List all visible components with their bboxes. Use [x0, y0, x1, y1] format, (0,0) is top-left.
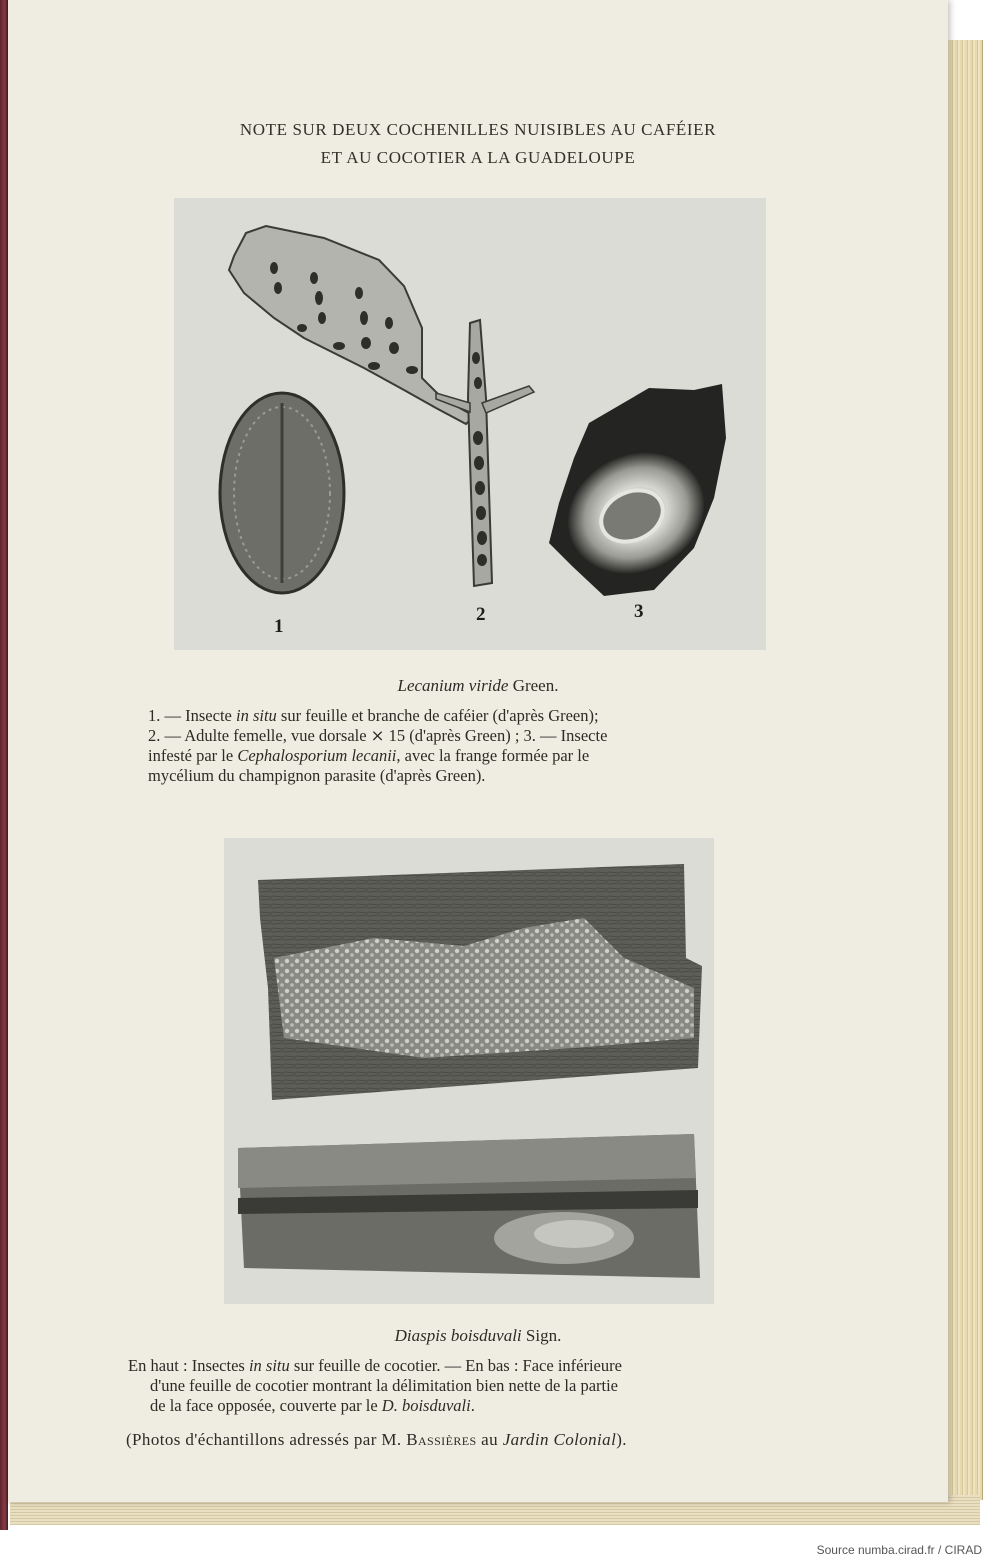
credit-place: Jardin Colonial [502, 1430, 617, 1449]
credit-name: Bassières [406, 1430, 477, 1449]
caption1-line1: 1. — Insecte in situ sur feuille et branche de caféier (d'après Green); [148, 706, 599, 725]
figure2-species: Diaspis boisduvali [394, 1326, 522, 1345]
figure-number-2: 2 [476, 604, 486, 625]
figure1-author: Green. [508, 676, 559, 695]
figure2-caption [128, 1356, 818, 1416]
plate-lecanium-illustration [174, 198, 766, 650]
figure1-caption [126, 706, 816, 786]
figure2-author: Sign. [521, 1326, 562, 1345]
lecanium-drawing [174, 198, 766, 650]
figure2-title [8, 1326, 948, 1346]
figure1-title [8, 676, 948, 696]
book-spine [0, 0, 8, 1530]
figure-number-1: 1 [274, 616, 284, 637]
figure-number-3: 3 [634, 601, 644, 622]
caption2-line1: En haut : Insectes in situ sur feuille de cocotier. — En bas : Face inférieure [128, 1356, 622, 1375]
plate-diaspis-photo [224, 838, 714, 1304]
caption2-line3: de la face opposée, couverte par le D. boisduvali. [150, 1396, 475, 1415]
running-header-line2: ET AU COCOTIER A LA GUADELOUPE [320, 148, 636, 167]
caption1-line4: mycélium du champignon parasite (d'après Green). [148, 766, 486, 785]
running-header-line1: NOTE SUR DEUX COCHENILLES NUISIBLES AU CAFÉIER [239, 120, 717, 139]
caption1-line3: infesté par le Cephalosporium lecanii, avec la frange formée par le [148, 746, 590, 765]
branch-drawing [468, 320, 492, 586]
diaspis-photos [224, 838, 714, 1304]
book-page [8, 0, 948, 1502]
caption2-line2: d'une feuille de cocotier montrant la délimitation bien nette de la partie [150, 1376, 619, 1395]
figure1-species: Lecanium viride [397, 676, 509, 695]
caption1-line2: 2. — Adulte femelle, vue dorsale ⨯ 15 (d'après Green) ; 3. — Insecte [148, 726, 608, 745]
source-watermark: Source numba.cirad.fr / CIRAD [816, 1543, 982, 1557]
photo-credits: (Photos d'échantillons adressés par M. Bassières au Jardin Colonial). [126, 1430, 627, 1449]
